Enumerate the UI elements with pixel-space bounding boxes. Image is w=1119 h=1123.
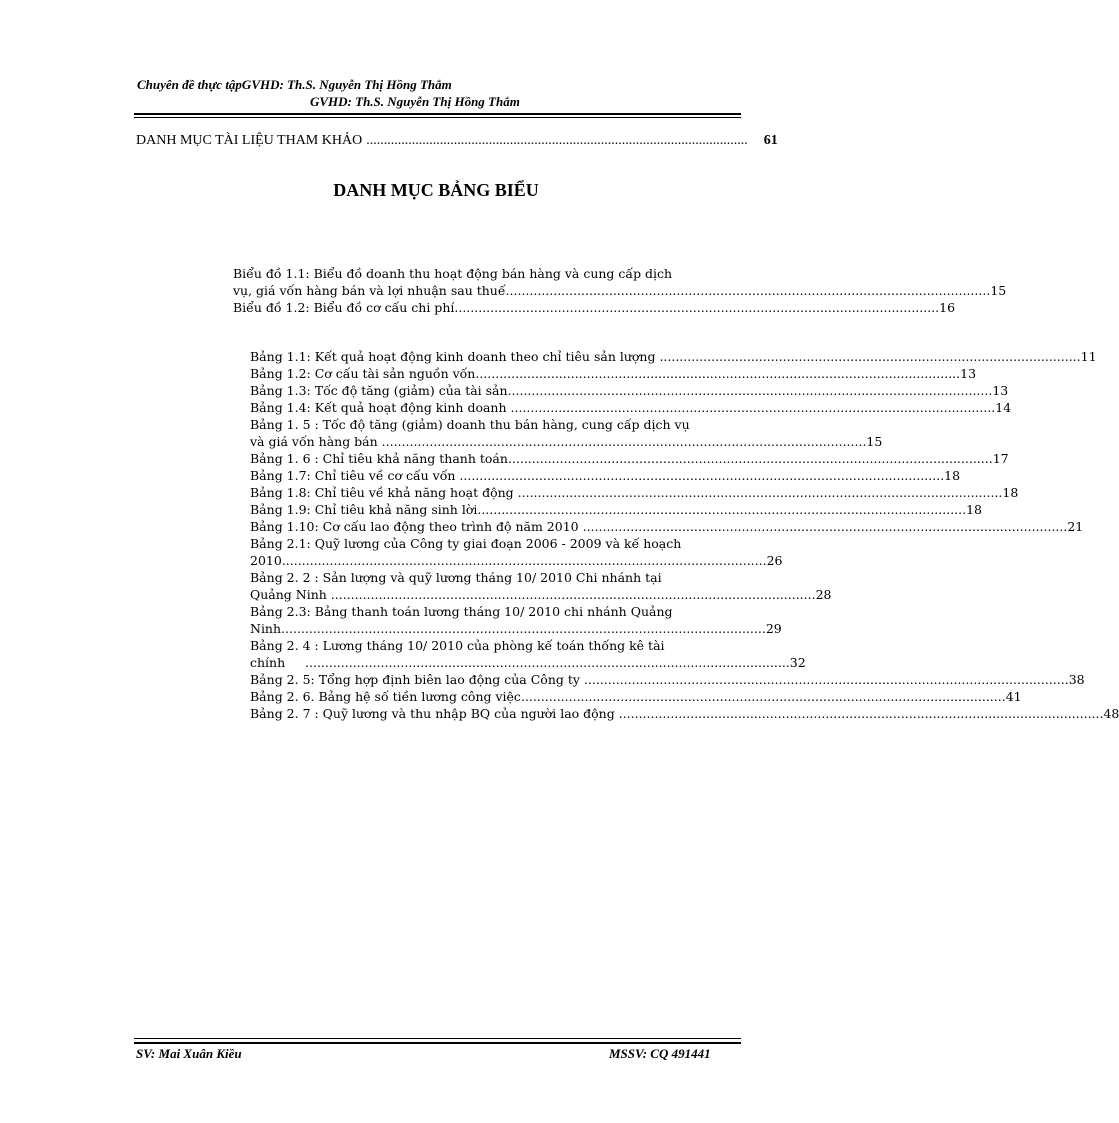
table-entry[interactable] [250, 365, 977, 382]
dot-leader: .......................................................................................................... [655, 349, 1081, 364]
entry-title-line1: Bảng 2.3: Bảng thanh toán lương tháng 10/ 2010 chi nhánh Quảng [250, 604, 673, 619]
table-entry[interactable] [250, 399, 1012, 416]
toc-reference-label: DANH MỤC TÀI LIỆU THAM KHẢO [136, 133, 363, 148]
entry-title-line2: 2010 [250, 553, 282, 568]
entry-page: 38 [1068, 672, 1085, 687]
entry-page: 28 [815, 587, 832, 602]
entry-title: Bảng 1.9: Chỉ tiêu khả năng sinh lời. [250, 502, 482, 517]
dot-leader: .......................................................................................................................... [507, 451, 993, 466]
footer-rule-thin [134, 1038, 741, 1039]
dot-leader: .......................................................................................................................... [475, 366, 961, 381]
entry-title: Bảng 2. 6. Bảng hệ số tiền lương công việc [250, 689, 521, 704]
entry-page: 21 [1067, 519, 1084, 534]
entry-page: 18 [1002, 485, 1019, 500]
entry-page: 11 [1080, 349, 1097, 364]
dot-leader: .......................................................................................................................... [520, 689, 1006, 704]
entry-page: 14 [995, 400, 1012, 415]
section-title: DANH MỤC BẢNG BIỂU [333, 180, 539, 200]
entry-title-line2: Quảng Ninh [250, 587, 327, 602]
entry-page: 18 [944, 468, 961, 483]
table-entry[interactable] [250, 688, 1022, 705]
entry-title: Bảng 1.1: Kết quả hoạt động kinh doanh theo chỉ tiêu sản lượng [250, 349, 656, 364]
entry-page: 13 [992, 383, 1009, 398]
entry-page: 18 [966, 502, 982, 517]
entry-title: Bảng 1.4: Kết quả hoạt động kinh doanh [250, 400, 507, 415]
entry-title: Biểu đồ 1.2: Biểu đồ cơ cấu chi phí [233, 300, 455, 315]
toc-reference-entry[interactable] [136, 133, 778, 149]
entry-page: 29 [765, 621, 782, 636]
entry-title: Bảng 1.10: Cơ cấu lao động theo trình độ năm 2010 [250, 519, 579, 534]
table-entry[interactable] [250, 637, 806, 671]
entry-page: 15 [866, 434, 883, 449]
dot-leader: .......................................................................................................................... [505, 283, 991, 298]
entry-page: 41 [1005, 689, 1022, 704]
entry-title-line1: Bảng 2.1: Quỹ lương của Công ty giai đoạn 2006 - 2009 và kế hoạch [250, 536, 682, 551]
dot-leader: .......................................................................................................................... [454, 300, 940, 315]
dot-leader: .......................................................................................................................... [507, 383, 993, 398]
entry-title: Bảng 1.2: Cơ cấu tài sản nguồn vốn [250, 366, 476, 381]
entry-title: Bảng 1. 6 : Chỉ tiêu khả năng thanh toán [250, 451, 508, 466]
dot-leader: .......................................................................................................................... [579, 672, 1069, 687]
dot-leader: .......................................................................................................................... [481, 502, 967, 517]
dot-leader: .......................................................................................................................... [614, 706, 1104, 721]
dot-leader: .......................................................................................................................... [455, 468, 945, 483]
dot-leader: .......................................................................................................................... [513, 485, 1003, 500]
dot-leader: .......................................................................................................................... [506, 400, 996, 415]
entry-page: 32 [789, 655, 806, 670]
table-entry[interactable] [250, 518, 1084, 535]
table-entry[interactable] [250, 467, 961, 484]
entry-title: Bảng 2. 5: Tổng hợp định biên lao động của Công ty [250, 672, 580, 687]
entry-title-line1: Biểu đồ 1.1: Biểu đồ doanh thu hoạt động bán hàng và cung cấp dịch [233, 266, 673, 281]
dot-leader: .......................................................................................................................... [285, 655, 790, 670]
table-entry[interactable] [250, 603, 782, 637]
table-entry[interactable] [250, 348, 1097, 365]
entry-title-line1: Bảng 2. 4 : Lương tháng 10/ 2010 của phòng kế toán thống kê tài [250, 638, 665, 653]
entry-title-line1: Bảng 2. 2 : Sản lượng và quỹ lương tháng 10/ 2010 Chi nhánh tại [250, 570, 662, 585]
table-entry[interactable] [250, 671, 1085, 688]
entry-page: 48 [1103, 706, 1119, 721]
footer-rule [134, 1042, 741, 1044]
table-entry[interactable] [250, 484, 1019, 501]
chart-entry[interactable] [233, 265, 1007, 299]
header-rule [134, 113, 741, 115]
table-entry[interactable] [250, 705, 1119, 722]
header-rule-thin [134, 117, 741, 118]
header-line-2: GVHD: Th.S. Nguyễn Thị Hồng Thắm [310, 94, 520, 109]
dot-leader: .......................................................................................................................... [377, 434, 867, 449]
entry-title-line2: chính [250, 655, 286, 670]
chart-list [233, 265, 1007, 316]
table-entry[interactable] [250, 569, 832, 603]
entry-title: Bảng 1.8: Chỉ tiêu về khả năng hoạt động [250, 485, 514, 500]
table-entry[interactable] [250, 535, 783, 569]
dot-leader: .......................................................................................................................... [281, 621, 766, 636]
table-list [250, 348, 1119, 722]
entry-page: 16 [939, 300, 956, 315]
dot-leader: .......................................................................................................................... [326, 587, 816, 602]
entry-title-line1: Bảng 1. 5 : Tốc độ tăng (giảm) doanh thu bán hàng, cung cấp dịch vụ [250, 417, 690, 432]
dot-leader: ............................................................................................................. [366, 133, 748, 148]
table-entry[interactable] [250, 382, 1009, 399]
chart-entry[interactable] [233, 299, 956, 316]
entry-title-line2: Ninh [250, 621, 282, 636]
entry-title-line2: vụ, giá vốn hàng bán và lợi nhuận sau thuế [233, 283, 506, 298]
dot-leader: .......................................................................................................................... [281, 553, 767, 568]
table-entry[interactable] [250, 450, 1009, 467]
entry-title-line2: và giá vốn hàng bán [250, 434, 378, 449]
footer-student-id: MSSV: CQ 491441 [609, 1046, 711, 1061]
header-line-1: Chuyên đề thực tậpGVHD: Th.S. Nguyễn Thị Hồng Thắm [137, 77, 452, 92]
dot-leader: .......................................................................................................................... [578, 519, 1068, 534]
entry-title: Bảng 2. 7 : Quỹ lương và thu nhập BQ của người lao động [250, 706, 615, 721]
entry-page: 13 [960, 366, 977, 381]
footer-student-name: SV: Mai Xuân Kiều [136, 1046, 242, 1061]
entry-page: 17 [992, 451, 1009, 466]
table-entry[interactable] [250, 416, 883, 450]
entry-title: Bảng 1.7: Chỉ tiêu về cơ cấu vốn [250, 468, 456, 483]
entry-page: 15 [990, 283, 1007, 298]
toc-reference-page: 61 [763, 133, 778, 148]
entry-title: Bảng 1.3: Tốc độ tăng (giảm) của tài sản [250, 383, 508, 398]
entry-page: 26 [766, 553, 783, 568]
table-entry[interactable] [250, 501, 982, 518]
